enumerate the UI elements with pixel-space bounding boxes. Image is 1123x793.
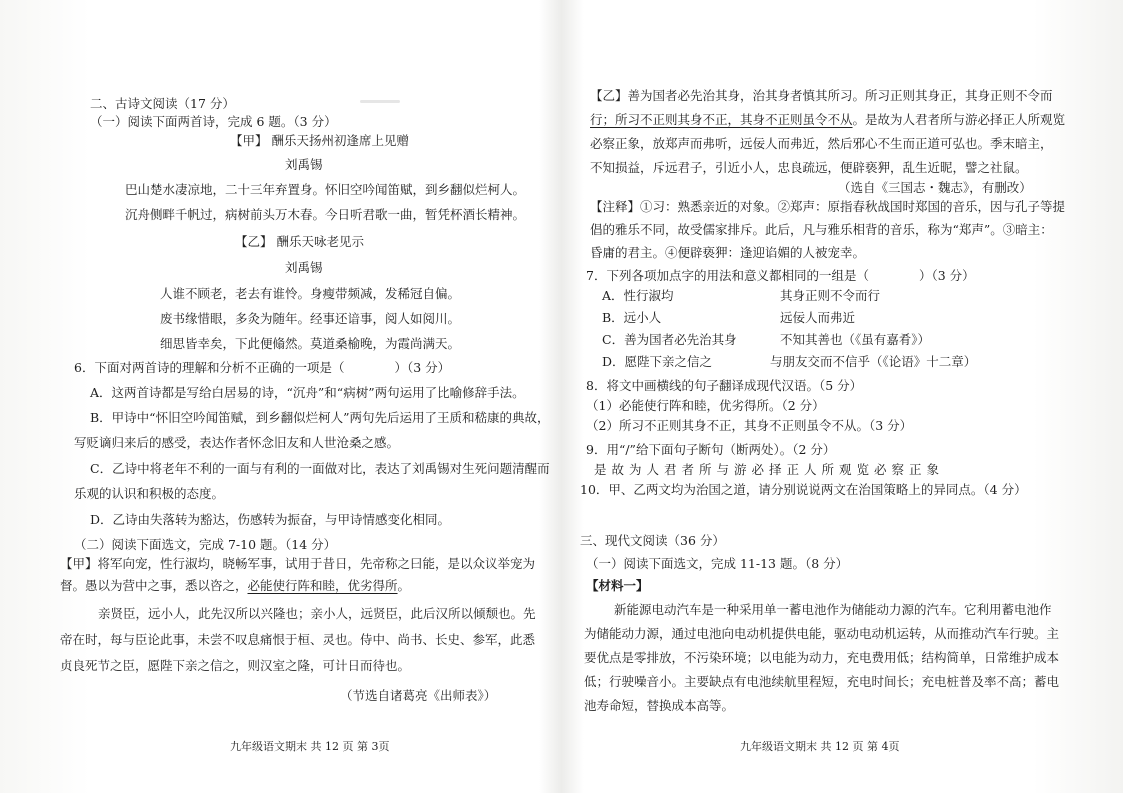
q6-stem-text: 6．下面对两首诗的理解和分析不正确的一项是（ <box>74 360 345 375</box>
q6-option-a: A．这两首诗都是写给白居易的诗，“沉舟”和“病树”两句运用了比喻修辞手法。 <box>90 385 525 400</box>
q7-option-d-compare: 与朋友交而不信乎（《论语》十二章） <box>770 354 977 369</box>
passage-a-line-2 <box>60 578 410 594</box>
left-page-footer: 九年级语文期末 共 12 页 第 3页 <box>230 740 390 753</box>
q6-stem <box>74 360 450 376</box>
notes-line-3: 昏庸的君主。④便辟亵狎：逢迎谄媚的人被宠幸。 <box>590 245 866 260</box>
passage-b-line-3: 必察正象，放郑声而弗听，远佞人而弗近，然后邪心不生而正道可弘也。季末暗主， <box>590 136 1053 151</box>
q7-option-a-compare: 其身正则不令而行 <box>780 288 881 303</box>
material1-line-3: 要优点是零排放，不污染环境；以电能为动力，充电费用低；结构简单，日常维护成本 <box>584 650 1060 665</box>
scan-smudge <box>360 100 400 103</box>
q9-sentence: 是故为人君者所与游必择正人所观览必察正象 <box>594 462 945 477</box>
q6-option-c-cont: 乐观的认识和积极的态度。 <box>74 486 225 501</box>
left-page <box>60 0 550 793</box>
part2-instruction: （二）阅读下面选文，完成 7-10 题。（14 分） <box>74 537 337 552</box>
passage-b-underlined-sentence: 行；所习不正则其身不正，其身不正则虽令不从 <box>590 112 853 127</box>
passage-a-line-2-pre: 督。愚以为营中之事，悉以咨之， <box>60 578 248 593</box>
right-page <box>580 0 1066 793</box>
poem-a-line-1: 巴山楚水凄凉地，二十三年弃置身。怀旧空吟闻笛赋，到乡翻似烂柯人。 <box>125 182 526 197</box>
q7-option-c-compare: 不知其善也（《虽有嘉肴》） <box>780 332 931 347</box>
passage-a-source: （节选自诸葛亮《出师表》） <box>340 688 497 703</box>
passage-a-line-4: 帝在时，每与臣论此事，未尝不叹息痛恨于桓、灵也。侍中、尚书、长史、参军，此悉 <box>60 632 536 647</box>
q7-option-b: B．远小人 <box>602 310 662 325</box>
q9-stem: 9．用“/”给下面句子断句（断两处）。（2 分） <box>586 442 836 457</box>
material1-line-2: 为储能动力源，通过电池向电动机提供电能，驱动电动机运转，从而推动汽车行驶。主 <box>584 626 1060 641</box>
passage-a-line-3: 亲贤臣，远小人，此先汉所以兴隆也；亲小人，远贤臣，此后汉所以倾颓也。先 <box>98 606 536 621</box>
q7-option-b-compare: 远佞人而弗近 <box>780 310 856 325</box>
poem-b-line-3: 细思皆幸矣，下此便翛然。莫道桑榆晚，为霞尚满天。 <box>160 336 461 351</box>
poem-a-title: 【甲】 酬乐天扬州初逢席上见赠 <box>230 133 409 148</box>
material1-label: 【材料一】 <box>586 578 649 593</box>
right-page-footer: 九年级语文期末 共 12 页 第 4页 <box>740 740 900 753</box>
passage-b-line-2-post: 。是故为人君者所与游必择正人所观览 <box>852 112 1066 127</box>
notes-line-1: 【注释】①习：熟悉亲近的对象。②郑声：原指春秋战国时郑国的音乐，因与孔子等提 <box>590 199 1066 214</box>
passage-b-line-2 <box>590 112 1065 128</box>
q7-stem <box>586 268 975 284</box>
section2-title: 二、古诗文阅读（17 分） <box>90 96 235 111</box>
q7-stem-end: ）（3 分） <box>918 268 975 283</box>
q6-option-d: D．乙诗由失落转为豁达，伤感转为振奋，与甲诗情感变化相同。 <box>90 512 451 527</box>
q7-stem-text: 7．下列各项加点字的用法和意义都相同的一组是（ <box>586 268 869 283</box>
material1-line-1: 新能源电动汽车是一种采用单一蓄电池作为储能动力源的汽车。它利用蓄电池作 <box>614 602 1052 617</box>
part1-instruction: （一）阅读下面两首诗，完成 6 题。（3 分） <box>90 114 337 129</box>
q7-option-d: D．愿陛下亲之信之 <box>602 354 713 369</box>
q8-stem: 8．将文中画横线的句子翻译成现代汉语。（5 分） <box>586 378 863 393</box>
q8-item-2: （2）所习不正则其身不正，其身不正则虽令不从。（3 分） <box>586 418 913 433</box>
material1-line-4: 低；行驶噪音小。主要缺点有电池续航里程短，充电时间长；充电桩普及率不高；蓄电 <box>584 674 1060 689</box>
poem-b-line-2: 废书缘惜眼，多灸为随年。经事还谙事，阅人如阅川。 <box>160 311 461 326</box>
q6-option-c: C．乙诗中将老年不利的一面与有利的一面做对比，表达了刘禹锡对生死问题清醒而 <box>90 461 550 476</box>
q7-option-a: A．性行淑均 <box>602 288 674 303</box>
q6-option-b-cont: 写贬谪归来后的感受，表达作者怀念旧友和人世沧桑之感。 <box>74 435 400 450</box>
passage-a-line-2-post: 。 <box>397 578 411 593</box>
passage-b-source: （选自《三国志・魏志》，有删改） <box>838 180 1032 195</box>
q7-option-c: C．善为国者必先治其身 <box>602 332 737 347</box>
poem-a-author: 刘禹锡 <box>285 157 323 172</box>
q6-option-b: B．甲诗中“怀旧空吟闻笛赋，到乡翻似烂柯人”两句先后运用了王质和嵇康的典故， <box>90 410 550 425</box>
passage-a-line-5: 贞良死节之臣，愿陛下亲之信之，则汉室之隆，可计日而待也。 <box>60 658 411 673</box>
passage-a-underlined-sentence: 必能使行阵和睦，优劣得所 <box>247 578 398 593</box>
passage-a-line-1: 【甲】将军向宠，性行淑均，晓畅军事，试用于昔日，先帝称之曰能，是以众议举宠为 <box>60 556 536 571</box>
q6-stem-end: ）（3 分） <box>394 360 451 375</box>
section3-part1-instruction: （一）阅读下面选文，完成 11-13 题。（8 分） <box>586 556 849 571</box>
passage-b-line-4: 不知损益，斥远君子，引近小人，忠良疏远，便辟亵狎，乱生近昵，譬之社鼠。 <box>590 160 1028 175</box>
notes-line-2: 倡的雅乐不同，故受儒家排斥。此后，凡与雅乐相背的音乐，称为“郑声”。③暗主： <box>590 222 1053 237</box>
section3-title: 三、现代文阅读（36 分） <box>580 533 725 548</box>
poem-b-title: 【乙】 酬乐天咏老见示 <box>235 234 364 249</box>
material1-line-5: 池寿命短，替换成本高等。 <box>584 698 735 713</box>
poem-b-line-1: 人谁不顾老，老去有谁怜。身瘦带频减，发稀冠自偏。 <box>160 286 461 301</box>
poem-a-line-2: 沉舟侧畔千帆过，病树前头万木春。今日听君歌一曲，暂凭杯酒长精神。 <box>125 207 526 222</box>
poem-b-author: 刘禹锡 <box>285 260 323 275</box>
q10-stem: 10．甲、乙两文均为治国之道，请分别说说两文在治国策略上的异同点。（4 分） <box>580 482 1027 497</box>
q8-item-1: （1）必能使行阵和睦，优劣得所。（2 分） <box>586 398 825 413</box>
passage-b-line-1: 【乙】善为国者必先治其身，治其身者慎其所习。所习正则其身正，其身正则不令而 <box>590 88 1053 103</box>
